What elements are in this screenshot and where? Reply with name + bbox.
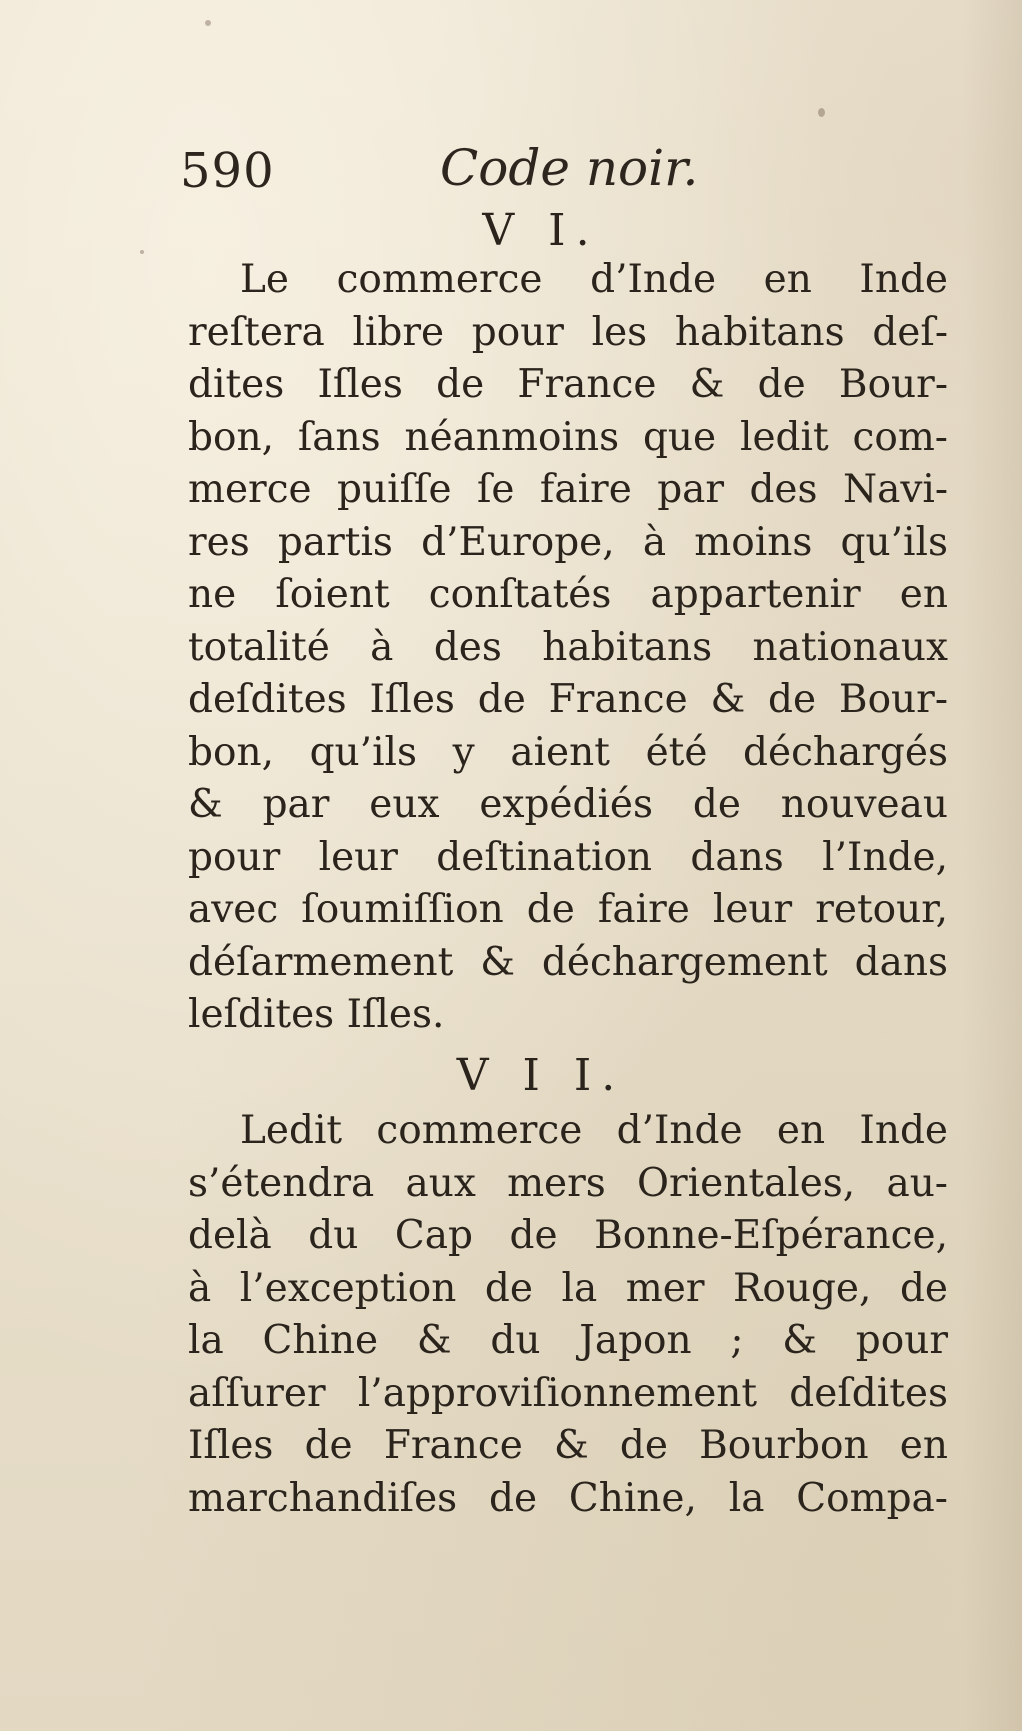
article-text [188, 1105, 948, 1525]
text-line: leſdites Iſles. [188, 992, 445, 1037]
text-line: reſtera libre pour les habitans deſ- [188, 309, 948, 355]
text-line: Le commerce d’Inde en Inde [240, 257, 948, 302]
article-heading: V I I. [456, 1050, 626, 1101]
page-number: 590 [180, 143, 275, 199]
text-line: & par eux expédiés de nouveau [188, 782, 948, 827]
text-line: la Chine & du Japon ; & pour [188, 1318, 948, 1363]
text-line: delà du Cap de Bonne-Eſpérance, [188, 1213, 948, 1258]
text-line: Iſles de France & de Bourbon en [188, 1423, 948, 1468]
running-title: Code noir. [440, 139, 699, 197]
text-line: à l’exception de la mer Rouge, de [188, 1265, 948, 1311]
text-line: Ledit commerce d’Inde en Inde [240, 1108, 948, 1153]
page-edge-shadow [962, 0, 1022, 1731]
page-header [0, 135, 1022, 205]
text-line: avec ſoumiſſion de faire leur retour, [188, 887, 948, 932]
text-line: ne ſoient conſtatés appartenir en [188, 572, 948, 617]
ink-spot [205, 20, 211, 26]
text-line: déſarmement & déchargement dans [188, 939, 948, 985]
article-text [188, 254, 948, 1042]
text-line: res partis d’Europe, à moins qu’ils [188, 519, 948, 565]
text-line: bon, qu’ils y aient été déchargés [188, 729, 948, 775]
text-line: pour leur deſtination dans l’Inde, [188, 834, 948, 880]
text-line: dites Iſles de France & de Bour- [188, 362, 948, 407]
article-heading: V I. [482, 205, 600, 256]
ink-spot [818, 108, 825, 117]
text-line: deſdites Iſles de France & de Bour- [188, 677, 948, 722]
text-line: s’étendra aux mers Orientales, au- [188, 1160, 948, 1206]
text-line: totalité à des habitans nationaux [188, 624, 948, 670]
text-line: bon, ſans néanmoins que ledit com- [188, 414, 948, 460]
text-line: merce puiſſe ſe faire par des Navi- [188, 467, 948, 512]
text-line: aſſurer l’approviſionnement deſdites [188, 1370, 948, 1416]
text-line: marchandiſes de Chine, la Compa- [188, 1475, 948, 1521]
